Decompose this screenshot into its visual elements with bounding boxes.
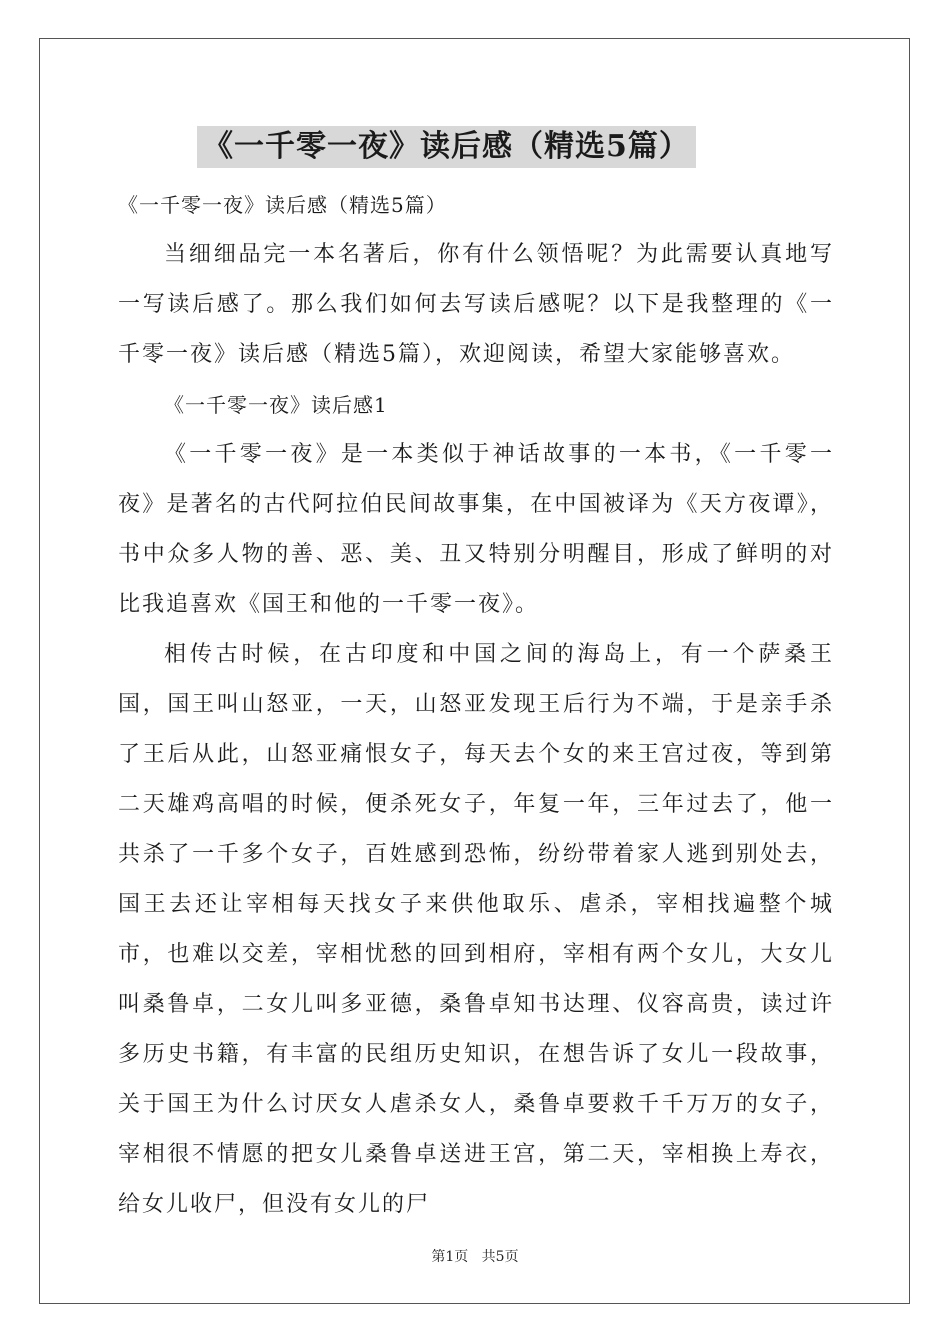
page-total: 共5页 xyxy=(481,1249,519,1265)
document-subtitle: 《一千零一夜》读后感（精选5篇） xyxy=(118,193,447,217)
page-number: 第1页 xyxy=(431,1249,469,1265)
page-footer xyxy=(0,1246,950,1266)
section-heading: 《一千零一夜》读后感1 xyxy=(164,393,388,417)
body-paragraph: 相传古时候，在古印度和中国之间的海岛上，有一个萨桑王国，国王叫山怒亚，一天，山怒亚发现王后行为不端，于是亲手杀了王后从此，山怒亚痛恨女子，每天去个女的来王宫过夜，等到第二天雄鸡高唱的时候，便杀死女子，年复一年，三年过去了，他一共杀了一千多个女子，百姓感到恐怖，纷纷带着家人逃到别处去，国王去还让宰相每天找女子来供他取乐、虐杀，宰相找遍整个城市，也难以交差，宰相忧愁的回到相府，宰相有两个女儿，大女儿叫桑鲁卓，二女儿叫多亚德，桑鲁卓知书达理、仪容高贵，读过许多历史书籍，有丰富的民组历史知识，在想告诉了女儿一段故事，关于国王为什么讨厌女人虐杀女人，桑鲁卓要救千千万万的女子，宰相很不情愿的把女儿桑鲁卓送进王宫，第二天，宰相换上寿衣，给女儿收尸，但没有女儿的尸 xyxy=(118,642,834,1217)
intro-paragraph: 当细细品完一本名著后，你有什么领悟呢？为此需要认真地写一写读后感了。那么我们如何去写读后感呢？以下是我整理的《一千零一夜》读后感（精选5篇），欢迎阅读，希望大家能够喜欢。 xyxy=(118,242,834,367)
document-title: 《一千零一夜》读后感（精选5篇） xyxy=(197,126,696,168)
body-paragraph: 《一千零一夜》是一本类似于神话故事的一本书，《一千零一夜》是著名的古代阿拉伯民间故事集，在中国被译为《天方夜谭》，书中众多人物的善、恶、美、丑又特别分明醒目，形成了鲜明的对比我追喜欢《国王和他的一千零一夜》。 xyxy=(118,442,834,617)
document-body xyxy=(118,180,834,1230)
